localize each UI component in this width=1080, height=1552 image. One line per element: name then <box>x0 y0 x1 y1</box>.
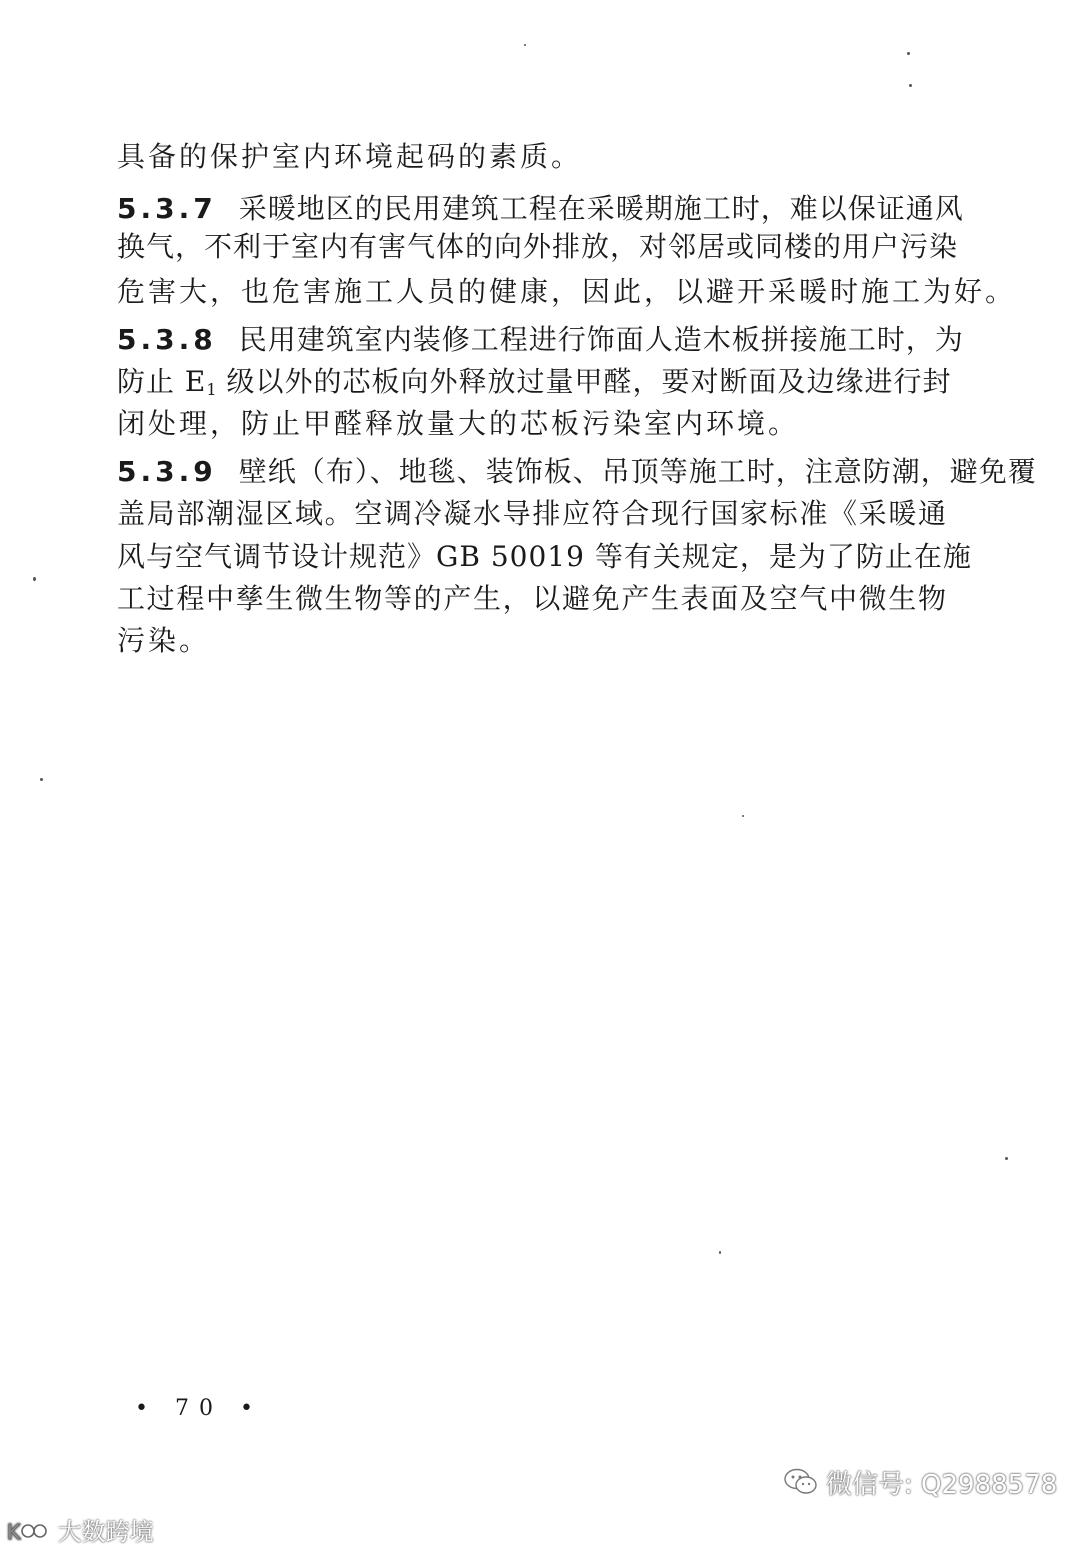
wechat-watermark <box>784 1462 1057 1502</box>
section-5-3-7-line-3: 危害大，也危害施工人员的健康，因此，以避开采暖时施工为好。 <box>117 275 1017 308</box>
scan-speck <box>40 778 43 781</box>
scan-speck <box>909 84 912 87</box>
clause-number: 5.3.9 <box>117 455 217 488</box>
clause-text: 民用建筑室内装修工程进行饰面人造木板拼接施工时，为 <box>238 323 964 356</box>
scan-speck <box>524 44 526 46</box>
clause-text-prefix: 防止 E <box>117 365 207 398</box>
brand-watermark-text: 大数跨境 <box>57 1518 154 1546</box>
brand-watermark <box>6 1512 154 1547</box>
clause-text: 采暖地区的民用建筑工程在采暖期施工时，难以保证通风 <box>238 192 964 225</box>
section-5-3-9-line-4: 工过程中孳生微生物等的产生，以避免产生表面及空气中微生物 <box>117 582 947 615</box>
clause-number: 5.3.7 <box>117 192 217 225</box>
svg-text:K: K <box>7 1520 21 1544</box>
clause-text: 级以外的芯板向外释放过量甲醛，要对断面及边缘进行封 <box>226 365 952 398</box>
body-text-line: 具备的保护室内环境起码的素质。 <box>117 140 583 173</box>
clause-text: 壁纸（布）、地毯、装饰板、吊顶等施工时，注意防潮，避免覆 <box>238 455 1037 488</box>
section-5-3-9-line-1 <box>117 452 1037 492</box>
scan-speck <box>742 815 744 817</box>
section-5-3-9-line-3: 风与空气调节设计规范》GB 50019 等有关规定，是为了防止在施 <box>117 540 972 573</box>
section-5-3-8-line-1 <box>117 320 964 360</box>
section-5-3-9-line-5: 污染。 <box>117 624 211 657</box>
subscript: 1 <box>206 380 217 399</box>
section-5-3-8-line-2 <box>117 362 952 410</box>
scan-speck <box>907 52 910 55</box>
scan-speck <box>33 577 36 581</box>
logo-mark-icon <box>6 1517 50 1545</box>
section-5-3-7-line-1 <box>117 189 964 229</box>
clause-number: 5.3.8 <box>117 323 217 356</box>
section-5-3-8-line-3: 闭处理，防止甲醛释放量大的芯板污染室内环境。 <box>117 407 800 440</box>
wechat-icon <box>784 1468 818 1496</box>
wechat-id-text: 微信号: Q2988578 <box>826 1469 1058 1500</box>
scan-speck <box>1005 1157 1008 1160</box>
section-5-3-9-line-2: 盖局部潮湿区域。空调冷凝水导排应符合现行国家标准《采暖通 <box>117 497 947 530</box>
page-number: • 70 • <box>135 1396 263 1421</box>
section-5-3-7-line-2: 换气，不利于室内有害气体的向外排放，对邻居或同楼的用户污染 <box>117 230 959 263</box>
scan-speck <box>719 1251 721 1254</box>
